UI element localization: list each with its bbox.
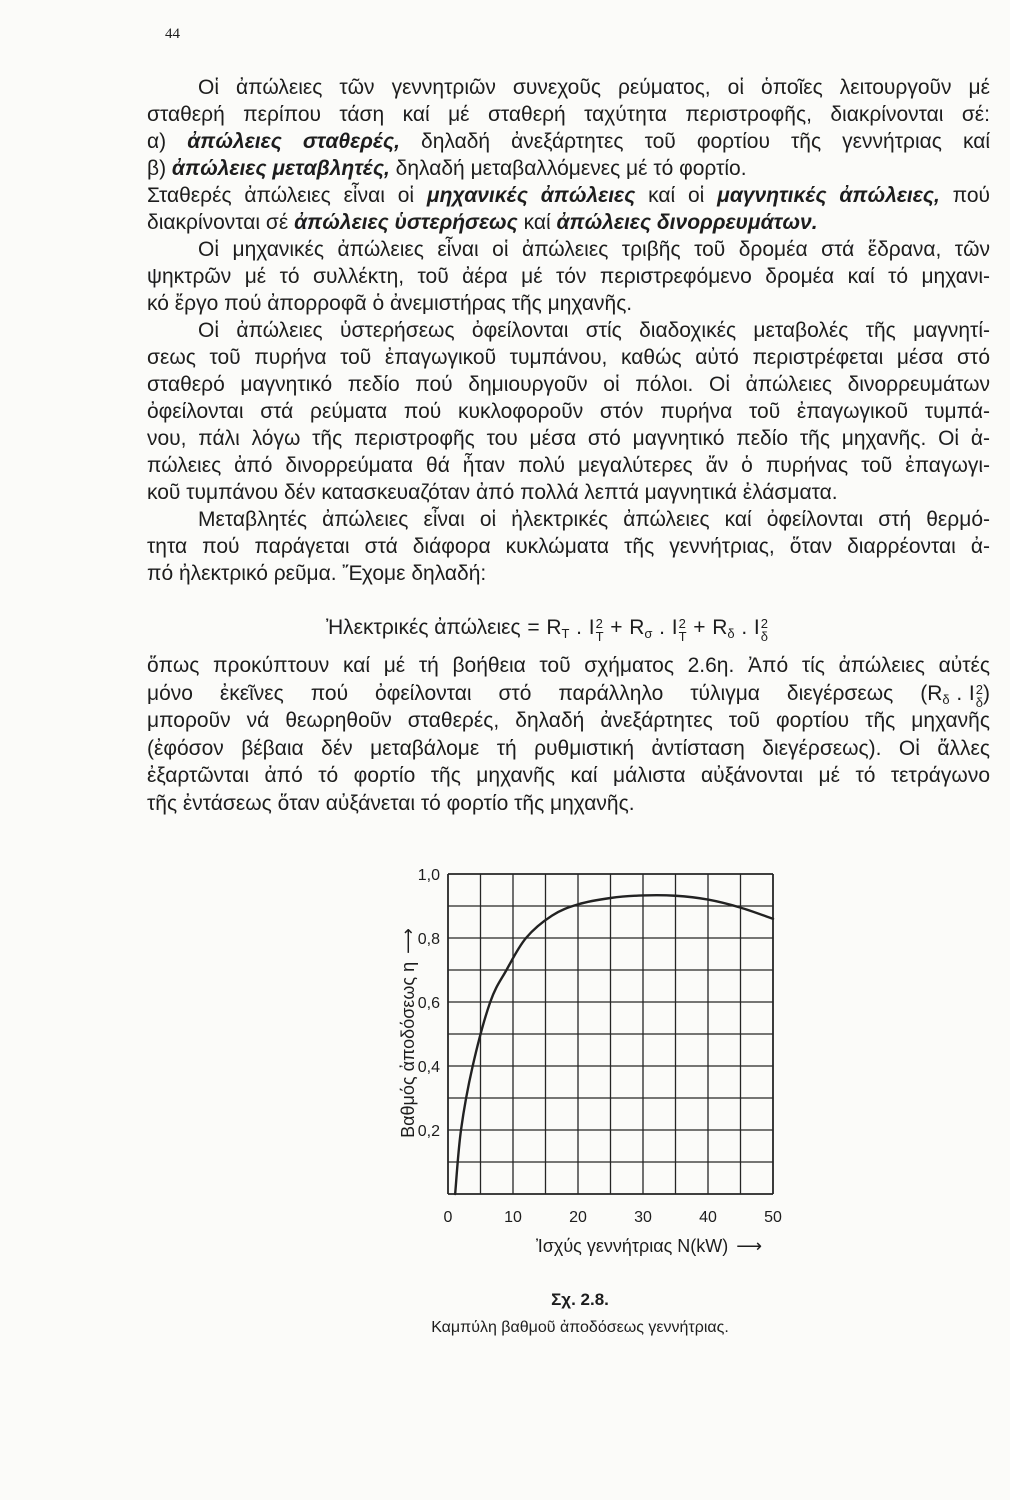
current-subscript: T bbox=[595, 629, 604, 645]
resistance-subscript: δ bbox=[727, 625, 735, 641]
formula-dot: . bbox=[741, 616, 748, 639]
text-line: Οἱ μηχανικές ἀπώλειες εἶναι οἱ ἀπώλειες τριβῆς τοῦ δρομέα στά ἕδρανα, τῶν bbox=[198, 238, 990, 261]
text-line: σταθερή περίπου τάση καί μέ σταθερή ταχύτητα περιστροφῆς, διακρίνονται σέ: bbox=[147, 103, 990, 126]
resistance-subscript: T bbox=[561, 625, 570, 641]
text-line: Οἱ ἀπώλειες τῶν γεννητριῶν συνεχοῦς ρεύματος, οἱ ὁποῖες λειτουργοῦν μέ bbox=[198, 76, 990, 99]
body-text-section-2 bbox=[147, 652, 990, 818]
efficiency-chart bbox=[370, 855, 820, 1260]
x-axis-title: Ἰσχύς γεννήτριας N(kW) bbox=[536, 1236, 729, 1256]
current-exponent: 2 bbox=[678, 616, 686, 632]
y-tick-label: 1,0 bbox=[417, 867, 440, 884]
resistance-symbol: R bbox=[927, 681, 943, 705]
text-run: δηλαδή μεταβαλλόμενες μέ τό φορτίο. bbox=[389, 157, 747, 180]
emphasis-term: ἀπώλειες μεταβλητές, bbox=[171, 157, 390, 180]
page-number: 44 bbox=[165, 26, 180, 42]
text-line: κοῦ τυμπάνου δέν κατασκευαζόταν ἀπό πολλά λεπτά μαγνητικά ἐλάσματα. bbox=[147, 481, 838, 504]
formula-plus: + bbox=[693, 616, 706, 639]
y-tick-label: 0,4 bbox=[417, 1059, 440, 1076]
text-line: ὅπως προκύπτουν καί μέ τή βοήθεια τοῦ σχήματος 2.6η. Ἀπό τίς ἀπώλειες αὐτές bbox=[147, 654, 990, 677]
current-exponent: 2 bbox=[595, 616, 603, 632]
text-line: (ἐφόσον βέβαια δέν μεταβάλομε τή ρυθμιστική ἀντίσταση διεγέρσεως). Οἱ ἄλλες bbox=[147, 736, 990, 760]
text-run: πού bbox=[939, 184, 990, 207]
y-axis-arrow: ⟶ bbox=[398, 928, 418, 954]
x-tick-label: 50 bbox=[764, 1209, 782, 1226]
text-line: κό ἔργο πού ἀπορροφᾶ ὁ ἀνεμιστήρας τῆς μηχανῆς. bbox=[147, 292, 633, 315]
resistance-symbol: R bbox=[712, 616, 728, 639]
electrical-losses-formula bbox=[147, 613, 947, 643]
text-line bbox=[147, 209, 990, 236]
resistance-symbol: R bbox=[546, 616, 562, 639]
text-line: σταθερό μαγνητικό πεδίο πού δημιουργοῦν οἱ πόλοι. Οἱ ἀπώλειες δινορρευμάτων bbox=[147, 373, 990, 396]
text-line: τῆς ἐντάσεως ὅταν αὐξάνεται τό φορτίο τῆς μηχανῆς. bbox=[147, 791, 635, 815]
text-line: ψηκτρῶν μέ τό συλλέκτη, τοῦ ἀέρα μέ τόν περιστρεφόμενο δρομέα καί τό μηχανι- bbox=[147, 265, 990, 288]
x-axis-label bbox=[536, 1236, 762, 1256]
emphasis-term: ἀπώλειες σταθερές, bbox=[187, 130, 400, 153]
y-axis-title: Βαθμός ἀποδόσεως η bbox=[398, 961, 418, 1138]
formula-term bbox=[629, 616, 687, 645]
text-line: μποροῦν νά θεωρηθοῦν σταθερές, δηλαδή ἀνεξάρτητες τοῦ φορτίου τῆς μηχανῆς bbox=[147, 709, 990, 733]
formula-dot: . bbox=[956, 681, 963, 705]
current-subscript: δ bbox=[975, 694, 983, 710]
text-line: Μεταβλητές ἀπώλειες εἶναι οἱ ἠλεκτρικές ἀπώλειες καί ὀφείλονται στή θερμό- bbox=[198, 508, 990, 531]
y-axis-label bbox=[398, 928, 418, 1138]
x-axis-arrow: ⟶ bbox=[736, 1236, 763, 1256]
emphasis-term: ἀπώλειες δινορρευμάτων. bbox=[556, 211, 818, 234]
resistance-subscript: δ bbox=[942, 691, 950, 707]
current-indices bbox=[976, 683, 983, 709]
efficiency-curve bbox=[455, 895, 773, 1194]
current-symbol: I bbox=[588, 616, 595, 639]
chart-grid bbox=[448, 874, 773, 1194]
text-line bbox=[147, 128, 990, 155]
x-tick-label: 30 bbox=[634, 1209, 652, 1226]
figure-caption: Καμπύλη βαθμοῦ ἀποδόσεως γεννήτριας. bbox=[431, 1319, 729, 1336]
current-symbol: I bbox=[968, 681, 975, 705]
x-tick-label: 40 bbox=[699, 1209, 717, 1226]
text-line: ἐξαρτῶνται ἀπό τό φορτίο τῆς μηχανῆς καί μάλιστα αὐξάνονται μέ τό τετράγωνο bbox=[147, 764, 990, 788]
formula-dot: . bbox=[659, 616, 665, 639]
emphasis-term: ἀπώλειες ὑστερήσεως bbox=[294, 211, 518, 234]
text-run: καί οἱ bbox=[635, 184, 718, 207]
current-symbol: I bbox=[671, 616, 678, 639]
current-symbol: I bbox=[753, 616, 760, 639]
text-line: πώλειες ἀπό δινορρεύματα θά ἦταν πολύ μεγαλύτερες ἄν ὁ πυρήνας τοῦ ἐπαγωγι- bbox=[147, 454, 990, 477]
text-line: τητα πού παράγεται στά διάφορα κυκλώματα τῆς γεννήτριας, ὅταν διαρρέονται ἀ- bbox=[147, 535, 990, 558]
chart-series bbox=[455, 895, 773, 1194]
resistance-subscript: σ bbox=[644, 625, 653, 641]
formula-plus: + bbox=[610, 616, 623, 639]
text-line: πό ἠλεκτρικό ρεῦμα. Ἔχομε δηλαδή: bbox=[147, 562, 487, 585]
formula-label: Ἠλεκτρικές ἀπώλειες bbox=[325, 616, 521, 639]
chart-tick-labels bbox=[418, 867, 782, 1226]
text-run: ) bbox=[983, 681, 990, 705]
formula-equals: = bbox=[527, 616, 540, 639]
resistance-symbol: R bbox=[629, 616, 645, 639]
emphasis-term: μηχανικές ἀπώλειες bbox=[426, 184, 636, 207]
body-text-section-1 bbox=[147, 74, 990, 587]
list-marker: β) bbox=[147, 157, 172, 180]
current-subscript: δ bbox=[760, 629, 769, 645]
current-exponent: 2 bbox=[760, 616, 769, 632]
y-tick-label: 0,6 bbox=[417, 995, 440, 1012]
text-run: μόνο ἐκεῖνες πού ὀφείλονται στό παράλληλο τύλιγμα διεγέρσεως ( bbox=[147, 681, 928, 705]
text-line: νου, πάλι λόγω τῆς περιστροφῆς του μέσα στό μαγνητικό πεδίο τῆς μηχανῆς. Οἱ ἀ- bbox=[147, 427, 990, 450]
emphasis-term: μαγνητικές ἀπώλειες, bbox=[717, 184, 940, 207]
y-tick-label: 0,2 bbox=[417, 1123, 440, 1140]
x-tick-label: 0 bbox=[443, 1209, 453, 1226]
current-indices bbox=[679, 617, 687, 643]
x-tick-label: 20 bbox=[569, 1209, 587, 1226]
text-run: Σταθερές ἀπώλειες εἶναι οἱ bbox=[147, 184, 427, 207]
figure-label: Σχ. 2.8. bbox=[551, 1290, 609, 1309]
current-indices bbox=[761, 617, 768, 643]
formula-term bbox=[712, 616, 769, 645]
current-subscript: T bbox=[678, 629, 687, 645]
formula-term bbox=[546, 616, 604, 645]
y-tick-label: 0,8 bbox=[417, 931, 440, 948]
current-indices bbox=[596, 617, 604, 643]
text-run: καί bbox=[517, 211, 557, 234]
text-line: ὀφείλονται στά ρεύματα πού κυκλοφοροῦν στόν πυρήνα τοῦ ἐπαγωγικοῦ τυμπά- bbox=[147, 400, 990, 423]
text-line bbox=[147, 680, 990, 708]
x-tick-label: 10 bbox=[504, 1209, 522, 1226]
text-line: Οἱ ἀπώλειες ὑστερήσεως ὀφείλονται στίς διαδοχικές μεταβολές τῆς μαγνητί- bbox=[198, 319, 990, 342]
text-line bbox=[147, 155, 990, 182]
text-run: δηλαδή ἀνεξάρτητες τοῦ φορτίου τῆς γεννήτριας καί bbox=[399, 130, 990, 153]
text-run: διακρίνονται σέ bbox=[147, 211, 295, 234]
list-marker: α) bbox=[147, 130, 188, 153]
current-exponent: 2 bbox=[975, 681, 983, 697]
text-line: σεως τοῦ πυρήνα τοῦ ἐπαγωγικοῦ τυμπάνου, καθώς αὐτό περιστρέφεται μέσα στό bbox=[147, 346, 990, 369]
text-line bbox=[147, 182, 990, 209]
formula-dot: . bbox=[576, 616, 582, 639]
